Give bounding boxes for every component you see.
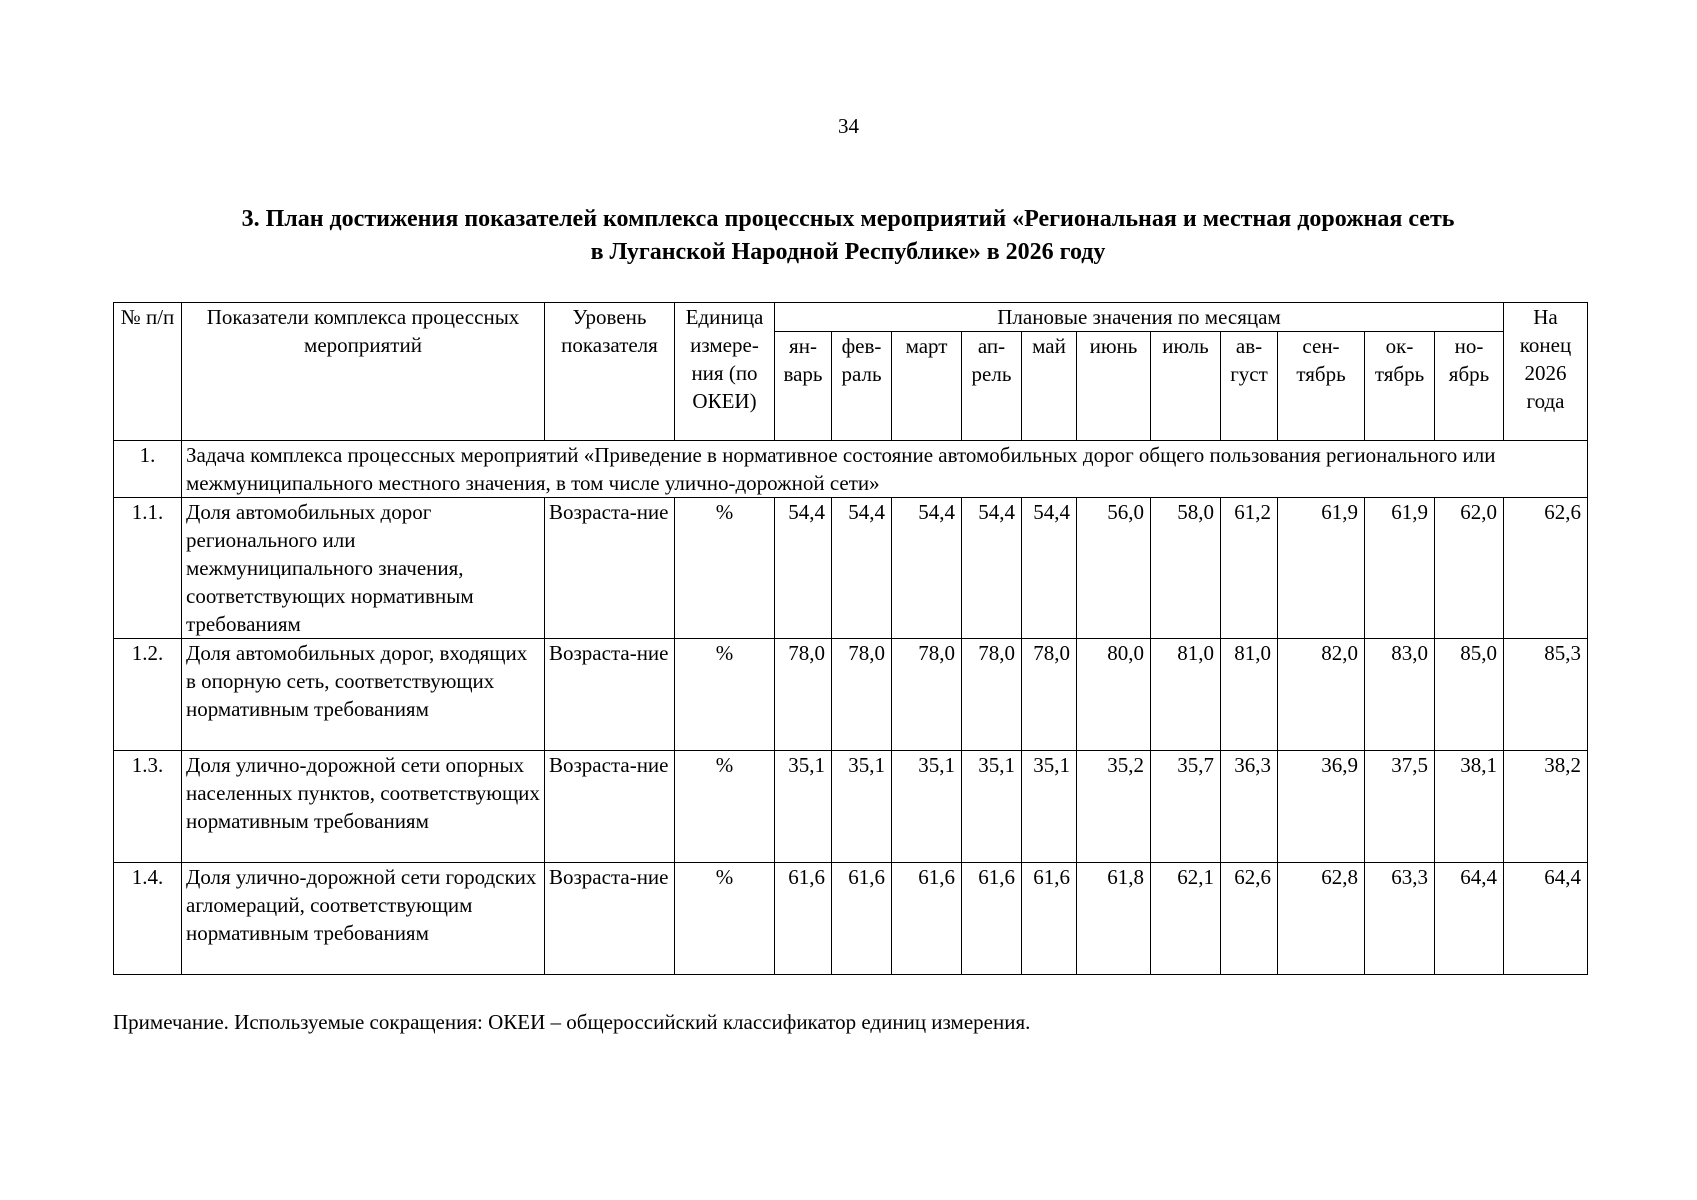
row-value: 64,4 — [1435, 863, 1504, 975]
row-value: 85,0 — [1435, 639, 1504, 751]
row-unit: % — [675, 639, 775, 751]
table-row — [114, 639, 1588, 751]
row-num: 1.4. — [114, 863, 182, 975]
table-row — [114, 863, 1588, 975]
row-value: 61,9 — [1365, 498, 1435, 639]
header-month: ян-варь — [775, 332, 832, 441]
row-num: 1.3. — [114, 751, 182, 863]
row-num: 1.2. — [114, 639, 182, 751]
row-value: 58,0 — [1151, 498, 1221, 639]
task-text: Задача комплекса процессных мероприятий «Приведение в нормативное состояние автомобильных дорог общего пользования регионального или межмуниципального местного значения, в том числе улично-дорожной сети» — [182, 441, 1588, 498]
row-value: 35,1 — [962, 751, 1022, 863]
row-indicator: Доля автомобильных дорог регионального или межмуниципального значения, соответствующих нормативным требованиям — [182, 498, 545, 639]
header-month: июнь — [1077, 332, 1151, 441]
row-value: 82,0 — [1278, 639, 1365, 751]
row-value: 62,0 — [1435, 498, 1504, 639]
row-value: 61,6 — [775, 863, 832, 975]
row-indicator: Доля автомобильных дорог, входящих в опорную сеть, соответствующих нормативным требованиям — [182, 639, 545, 751]
row-unit: % — [675, 498, 775, 639]
header-month: ап-рель — [962, 332, 1022, 441]
header-level: Уровень показателя — [545, 303, 675, 441]
row-value: 80,0 — [1077, 639, 1151, 751]
page-number: 34 — [838, 114, 859, 138]
row-value: 35,1 — [832, 751, 892, 863]
table-row — [114, 498, 1588, 639]
table-row — [114, 751, 1588, 863]
row-value: 62,1 — [1151, 863, 1221, 975]
row-value: 54,4 — [832, 498, 892, 639]
footnote: Примечание. Используемые сокращения: ОКЕИ – общероссийский классификатор единиц измерения. — [113, 1010, 1031, 1034]
row-value: 35,1 — [892, 751, 962, 863]
row-indicator: Доля улично-дорожной сети городских агломераций, соответствующим нормативным требованиям — [182, 863, 545, 975]
row-year-end: 85,3 — [1504, 639, 1588, 751]
page-title — [110, 203, 1586, 269]
row-value: 61,8 — [1077, 863, 1151, 975]
indicators-table — [113, 302, 1588, 975]
header-month: но-ябрь — [1435, 332, 1504, 441]
header-month: март — [892, 332, 962, 441]
header-indicator: Показатели комплекса процессных мероприятий — [182, 303, 545, 441]
header-unit: Единица измере-ния (по ОКЕИ) — [675, 303, 775, 441]
row-value: 83,0 — [1365, 639, 1435, 751]
row-value: 54,4 — [892, 498, 962, 639]
row-unit: % — [675, 751, 775, 863]
row-value: 78,0 — [775, 639, 832, 751]
row-unit: % — [675, 863, 775, 975]
title-line-2: в Луганской Народной Республике» в 2026 году — [590, 239, 1106, 265]
row-value: 35,1 — [775, 751, 832, 863]
row-value: 37,5 — [1365, 751, 1435, 863]
header-month: фев-раль — [832, 332, 892, 441]
row-value: 56,0 — [1077, 498, 1151, 639]
row-value: 63,3 — [1365, 863, 1435, 975]
row-value: 35,1 — [1022, 751, 1077, 863]
row-value: 61,9 — [1278, 498, 1365, 639]
header-month: ав-густ — [1221, 332, 1278, 441]
header-month: сен-тябрь — [1278, 332, 1365, 441]
header-month: июль — [1151, 332, 1221, 441]
row-value: 78,0 — [892, 639, 962, 751]
row-year-end: 62,6 — [1504, 498, 1588, 639]
header-planned: Плановые значения по месяцам — [775, 303, 1504, 332]
row-value: 35,7 — [1151, 751, 1221, 863]
row-value: 54,4 — [1022, 498, 1077, 639]
row-value: 38,1 — [1435, 751, 1504, 863]
row-level: Возраста-ние — [545, 639, 675, 751]
header-month: ок-тябрь — [1365, 332, 1435, 441]
task-row — [114, 441, 1588, 498]
row-value: 54,4 — [962, 498, 1022, 639]
row-year-end: 38,2 — [1504, 751, 1588, 863]
row-num: 1.1. — [114, 498, 182, 639]
row-value: 36,3 — [1221, 751, 1278, 863]
row-value: 81,0 — [1151, 639, 1221, 751]
header-num: № п/п — [114, 303, 182, 441]
row-value: 81,0 — [1221, 639, 1278, 751]
task-num: 1. — [114, 441, 182, 498]
row-level: Возраста-ние — [545, 498, 675, 639]
row-value: 61,6 — [832, 863, 892, 975]
row-value: 62,8 — [1278, 863, 1365, 975]
row-value: 61,2 — [1221, 498, 1278, 639]
row-value: 78,0 — [832, 639, 892, 751]
row-value: 35,2 — [1077, 751, 1151, 863]
header-month: май — [1022, 332, 1077, 441]
row-value: 61,6 — [1022, 863, 1077, 975]
title-line-1: 3. План достижения показателей комплекса процессных мероприятий «Региональная и местная дорожная сеть — [241, 206, 1455, 232]
header-year-end: На конец 2026 года — [1504, 303, 1588, 441]
row-year-end: 64,4 — [1504, 863, 1588, 975]
row-value: 61,6 — [892, 863, 962, 975]
row-value: 78,0 — [962, 639, 1022, 751]
row-value: 61,6 — [962, 863, 1022, 975]
row-value: 62,6 — [1221, 863, 1278, 975]
row-value: 54,4 — [775, 498, 832, 639]
row-value: 78,0 — [1022, 639, 1077, 751]
row-indicator: Доля улично-дорожной сети опорных населенных пунктов, соответствующих нормативным требованиям — [182, 751, 545, 863]
row-value: 36,9 — [1278, 751, 1365, 863]
row-level: Возраста-ние — [545, 751, 675, 863]
row-level: Возраста-ние — [545, 863, 675, 975]
